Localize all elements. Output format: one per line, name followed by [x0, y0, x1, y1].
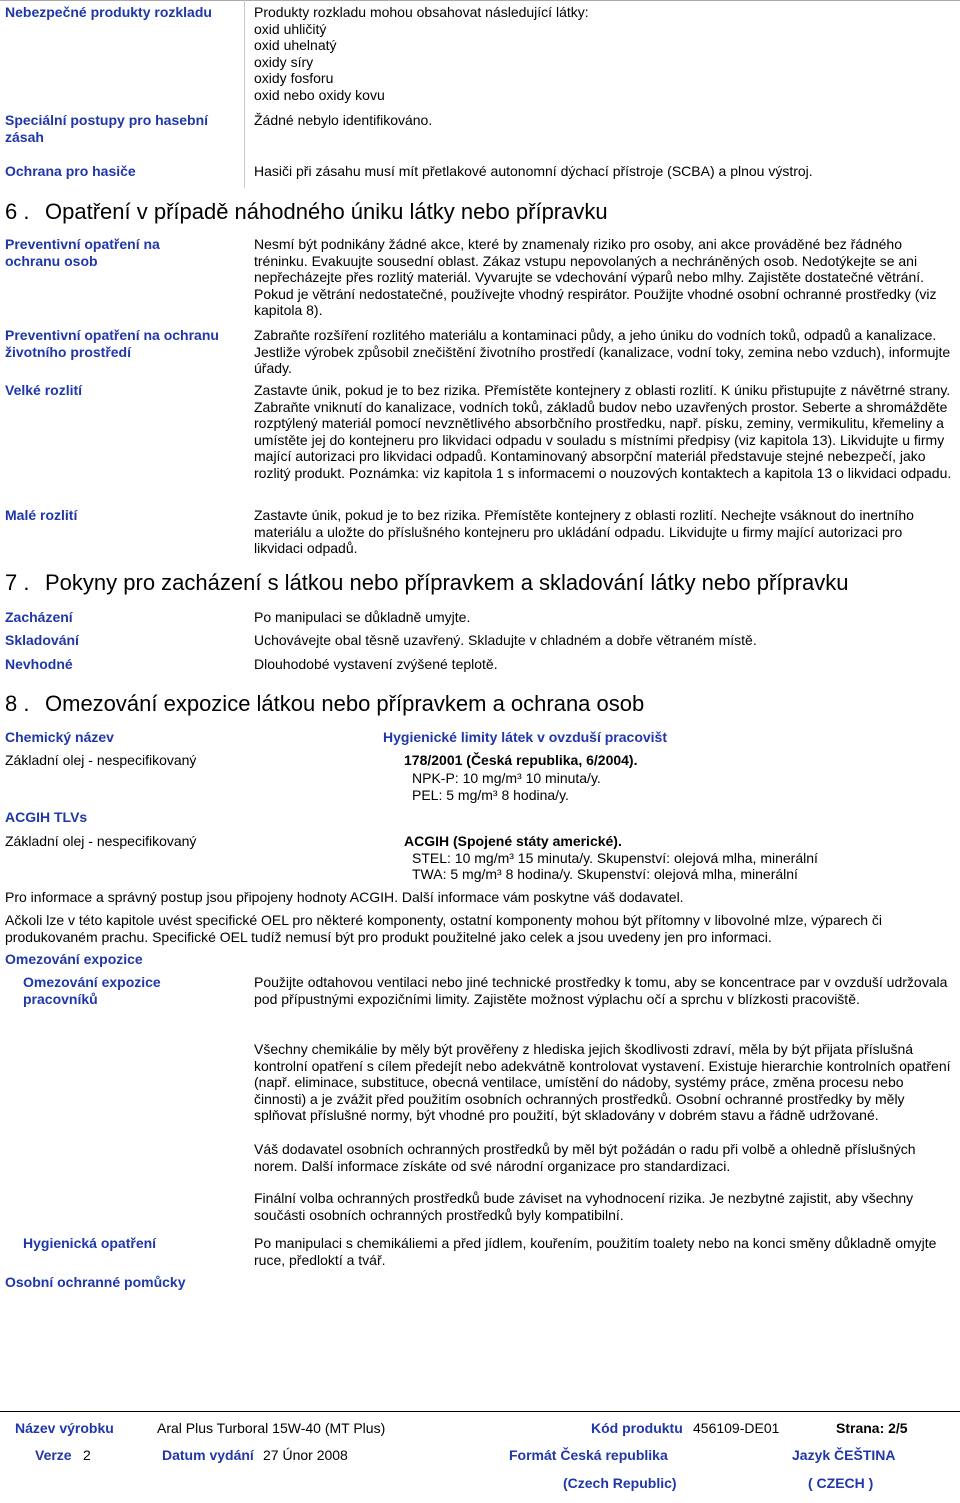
s6-label-environment: Preventivní opatření na ochranu životního prostředí [5, 327, 219, 360]
s5-label-special: Speciální postupy pro hasební zásah [5, 112, 209, 145]
oel-note: Ačkoli lze v této kapitole uvést specifické OEL pro některé komponenty, ostatní komponenty mohou být přítomny v libovolné mlze, výparech či produkovaném prachu. Specifické OEL tudíž nemusí být pro produkt použitelné jako celek a jsou uvedeny jen pro informaci. [5, 912, 882, 945]
s6-environment-text: Zabraňte rozšíření rozlitého materiálu a kontaminaci půdy, a jeho úniku do vodních toků, odpadů a kanalizace. Jestliže výrobek způsobil znečištění životního prostředí (kanalizace, vodní toky, zemina nebo vzduch), informujte úřady. [254, 327, 951, 376]
footer-version-label: Verze [35, 1447, 72, 1463]
s6-label-large-spill: Velké rozlití [5, 382, 83, 398]
hygiene-label: Hygienická opatření [23, 1235, 157, 1251]
s5-label-firefighters: Ochrana pro hasiče [5, 163, 136, 179]
section-8-number: 8 . [5, 691, 30, 716]
footer-version-value: 2 [83, 1447, 91, 1463]
s7-incompatible-text: Dlouhodobé vystavení zvýšené teplotě. [254, 656, 498, 672]
footer-code-value: 456109-DE01 [693, 1420, 780, 1436]
section-7-heading [5, 570, 848, 596]
s5-line: oxidy síry [254, 53, 314, 70]
footer-product-value: Aral Plus Turboral 15W-40 (MT Plus) [157, 1420, 386, 1436]
limit-value: TWA: 5 mg/m³ 8 hodina/y. Skupenství: olejová mlha, minerální [412, 866, 798, 882]
section-6-number: 6 . [5, 199, 30, 224]
section-7-title: Pokyny pro zacházení s látkou nebo přípravkem a skladování látky nebo přípravku [45, 570, 849, 595]
s5-decomposition-list [254, 4, 954, 103]
footer-format: Formát Česká republika [509, 1447, 668, 1463]
limit-source: 178/2001 (Česká republika, 6/2004). [404, 752, 638, 768]
s6-personal-text: Nesmí být podnikány žádné akce, které by znamenaly riziko pro osoby, ani akce prováděné bez řádného tréninku. Evakuujte sousední oblast. Zákaz vstupu nepovolaných a nechráněných osob. Nedotýkejte se ani nepřecházejte přes rozlitý materiál. Vyvarujte se vdechování výparů nebo mlhy. Zajistěte dostatečné větrání. Pokud je větrání nedostatečné, používejte vhodný respirátor. Použijte vhodné osobní ochranné prostředky (viz kapitola 8). [254, 236, 937, 318]
top-rule [0, 0, 960, 1]
s7-label-handling: Zacházení [5, 609, 73, 625]
s5-line: oxid uhelnatý [254, 37, 337, 53]
s7-label-storage: Skladování [5, 632, 79, 648]
s5-line: oxidy fosforu [254, 70, 334, 86]
s5-line: oxid nebo oxidy kovu [254, 86, 385, 103]
footer-format-sub: (Czech Republic) [563, 1475, 677, 1491]
column-divider [244, 0, 245, 188]
limit-value: PEL: 5 mg/m³ 8 hodina/y. [412, 787, 569, 803]
chem-name: Základní olej - nespecifikovaný [5, 833, 197, 849]
footer-page: Strana: 2/5 [836, 1420, 908, 1436]
hygiene-text: Po manipulaci s chemikáliemi a před jídlem, kouřením, použitím toalety nebo na konci směny důkladně omyjte ruce, předloktí a tvář. [254, 1235, 937, 1268]
footer-code-label: Kód produktu [591, 1420, 683, 1436]
exposure-controls-heading: Omezování expozice [5, 951, 143, 967]
s5-special-text: Žádné nebylo identifikováno. [254, 112, 433, 128]
ppe-label: Osobní ochranné pomůcky [5, 1274, 186, 1290]
limit-value: NPK-P: 10 mg/m³ 10 minuta/y. [412, 770, 601, 786]
chem-name: Základní olej - nespecifikovaný [5, 752, 197, 768]
footer-language-sub: ( CZECH ) [808, 1475, 874, 1491]
worker-exposure-p1: Použijte odtahovou ventilaci nebo jiné technické prostředky k tomu, aby se koncentrace par v ovzduší udržovala pod přípustnými expozičními limity. Zajistěte možnost výplachu očí a sprchu v blízkosti pracoviště. [254, 974, 948, 1007]
s5-line: oxid uhličitý [254, 20, 327, 37]
s6-small-spill-text: Zastavte únik, pokud je to bez rizika. Přemístěte kontejnery z oblasti rozlití. Nechejte vsáknout do inertního materiálu a uložte do příslušného kontejneru pro ukládání odpadu. Likvidujte u firmy mající autorizaci pro likvidaci odpadů. [254, 507, 914, 556]
section-6-title: Opatření v případě náhodného úniku látky nebo přípravku [45, 199, 608, 224]
footer-date-value: 27 Únor 2008 [263, 1447, 348, 1463]
col-header-chemical: Chemický název [5, 729, 114, 745]
worker-exposure-label: Omezování expozice pracovníků [23, 974, 161, 1007]
section-7-number: 7 . [5, 570, 30, 595]
s7-label-incompatible: Nevhodné [5, 656, 73, 672]
s6-label-personal: Preventivní opatření na ochranu osob [5, 236, 160, 269]
limit-source: ACGIH (Spojené státy americké). [404, 833, 622, 849]
s5-line: Produkty rozkladu mohou obsahovat následující látky: [254, 4, 589, 20]
col-header-limits: Hygienické limity látek v ovzduší pracovišt [383, 729, 667, 745]
s5-label-decomposition: Nebezpečné produkty rozkladu [5, 4, 212, 20]
s7-handling-text: Po manipulaci se důkladně umyjte. [254, 609, 471, 625]
worker-exposure-p4: Finální volba ochranných prostředků bude záviset na vyhodnocení rizika. Je nezbytné zajistit, aby všechny součásti osobních ochranných prostředků byly kompatibilní. [254, 1190, 914, 1223]
footer-product-label: Název výrobku [15, 1420, 114, 1436]
section-6-heading [5, 199, 608, 225]
section-8-title: Omezování expozice látkou nebo přípravkem a ochrana osob [45, 691, 645, 716]
footer-language: Jazyk ČEŠTINA [792, 1447, 896, 1463]
footer-date-label: Datum vydání [162, 1447, 254, 1463]
s6-label-small-spill: Malé rozlití [5, 507, 78, 523]
acgih-note: Pro informace a správný postup jsou připojeny hodnoty ACGIH. Další informace vám poskytne váš dodavatel. [5, 889, 684, 905]
s7-storage-text: Uchovávejte obal těsně uzavřený. Skladujte v chladném a dobře větraném místě. [254, 632, 757, 648]
worker-exposure-p2: Všechny chemikálie by měly být prověřeny z hlediska jejich škodlivosti zdraví, měla by být přijata příslušná kontrolní opatření s cílem předejít nebo adekvátně kontrolovat vystavení. Existuje hierarchie kontrolních opatření (např. eliminace, substituce, obecná ventilace, umístění do nádoby, systémy práce, změna procesu nebo činnosti) a je zvážit před použitím osobních ochranných prostředků. Osobní ochranné prostředky by měly splňovat příslušné normy, být vhodné pro použití, být skladovány v dobrém stavu a řádně udržované. [254, 1041, 951, 1123]
acgih-label: ACGIH TLVs [5, 809, 88, 825]
s5-firefighters-text: Hasiči při zásahu musí mít přetlakové autonomní dýchací přístroje (SCBA) a plnou výstroj. [254, 163, 813, 179]
worker-exposure-p3: Váš dodavatel osobních ochranných prostředků by měl být požádán o radu při volbě a ohledně příslušných norem. Další informace získáte od své národní organizace pro standardizaci. [254, 1141, 916, 1174]
limit-value: STEL: 10 mg/m³ 15 minuta/y. Skupenství: olejová mlha, minerální [412, 850, 818, 866]
footer-rule [0, 1411, 960, 1412]
s6-large-spill-text: Zastavte únik, pokud je to bez rizika. Přemístěte kontejnery z oblasti rozlití. K úniku přistupujte z návětrné strany. Zabraňte vniknutí do kanalizace, vodních toků, základů budov nebo uzavřených prostor. Seberte a shromážděte rozptýlený materiál pomocí nevznětlivého absorbčního prostředku, např. písku, zeminy, vermikulitu, křemeliny a umístěte jej do kontejneru pro likvidaci odpadu v souladu s místními předpisy (viz kapitola 13). Likvidujte u firmy mající autorizaci pro likvidaci odpadů. Kontaminovaný absorpční materiál představuje stejné nebezpečí, jako rozlitý produkt. Poznámka: viz kapitola 1 s informacemi o nouzových kontaktech a kapitola 13 o likvidaci odpadu. [254, 382, 952, 481]
section-8-heading [5, 691, 644, 717]
